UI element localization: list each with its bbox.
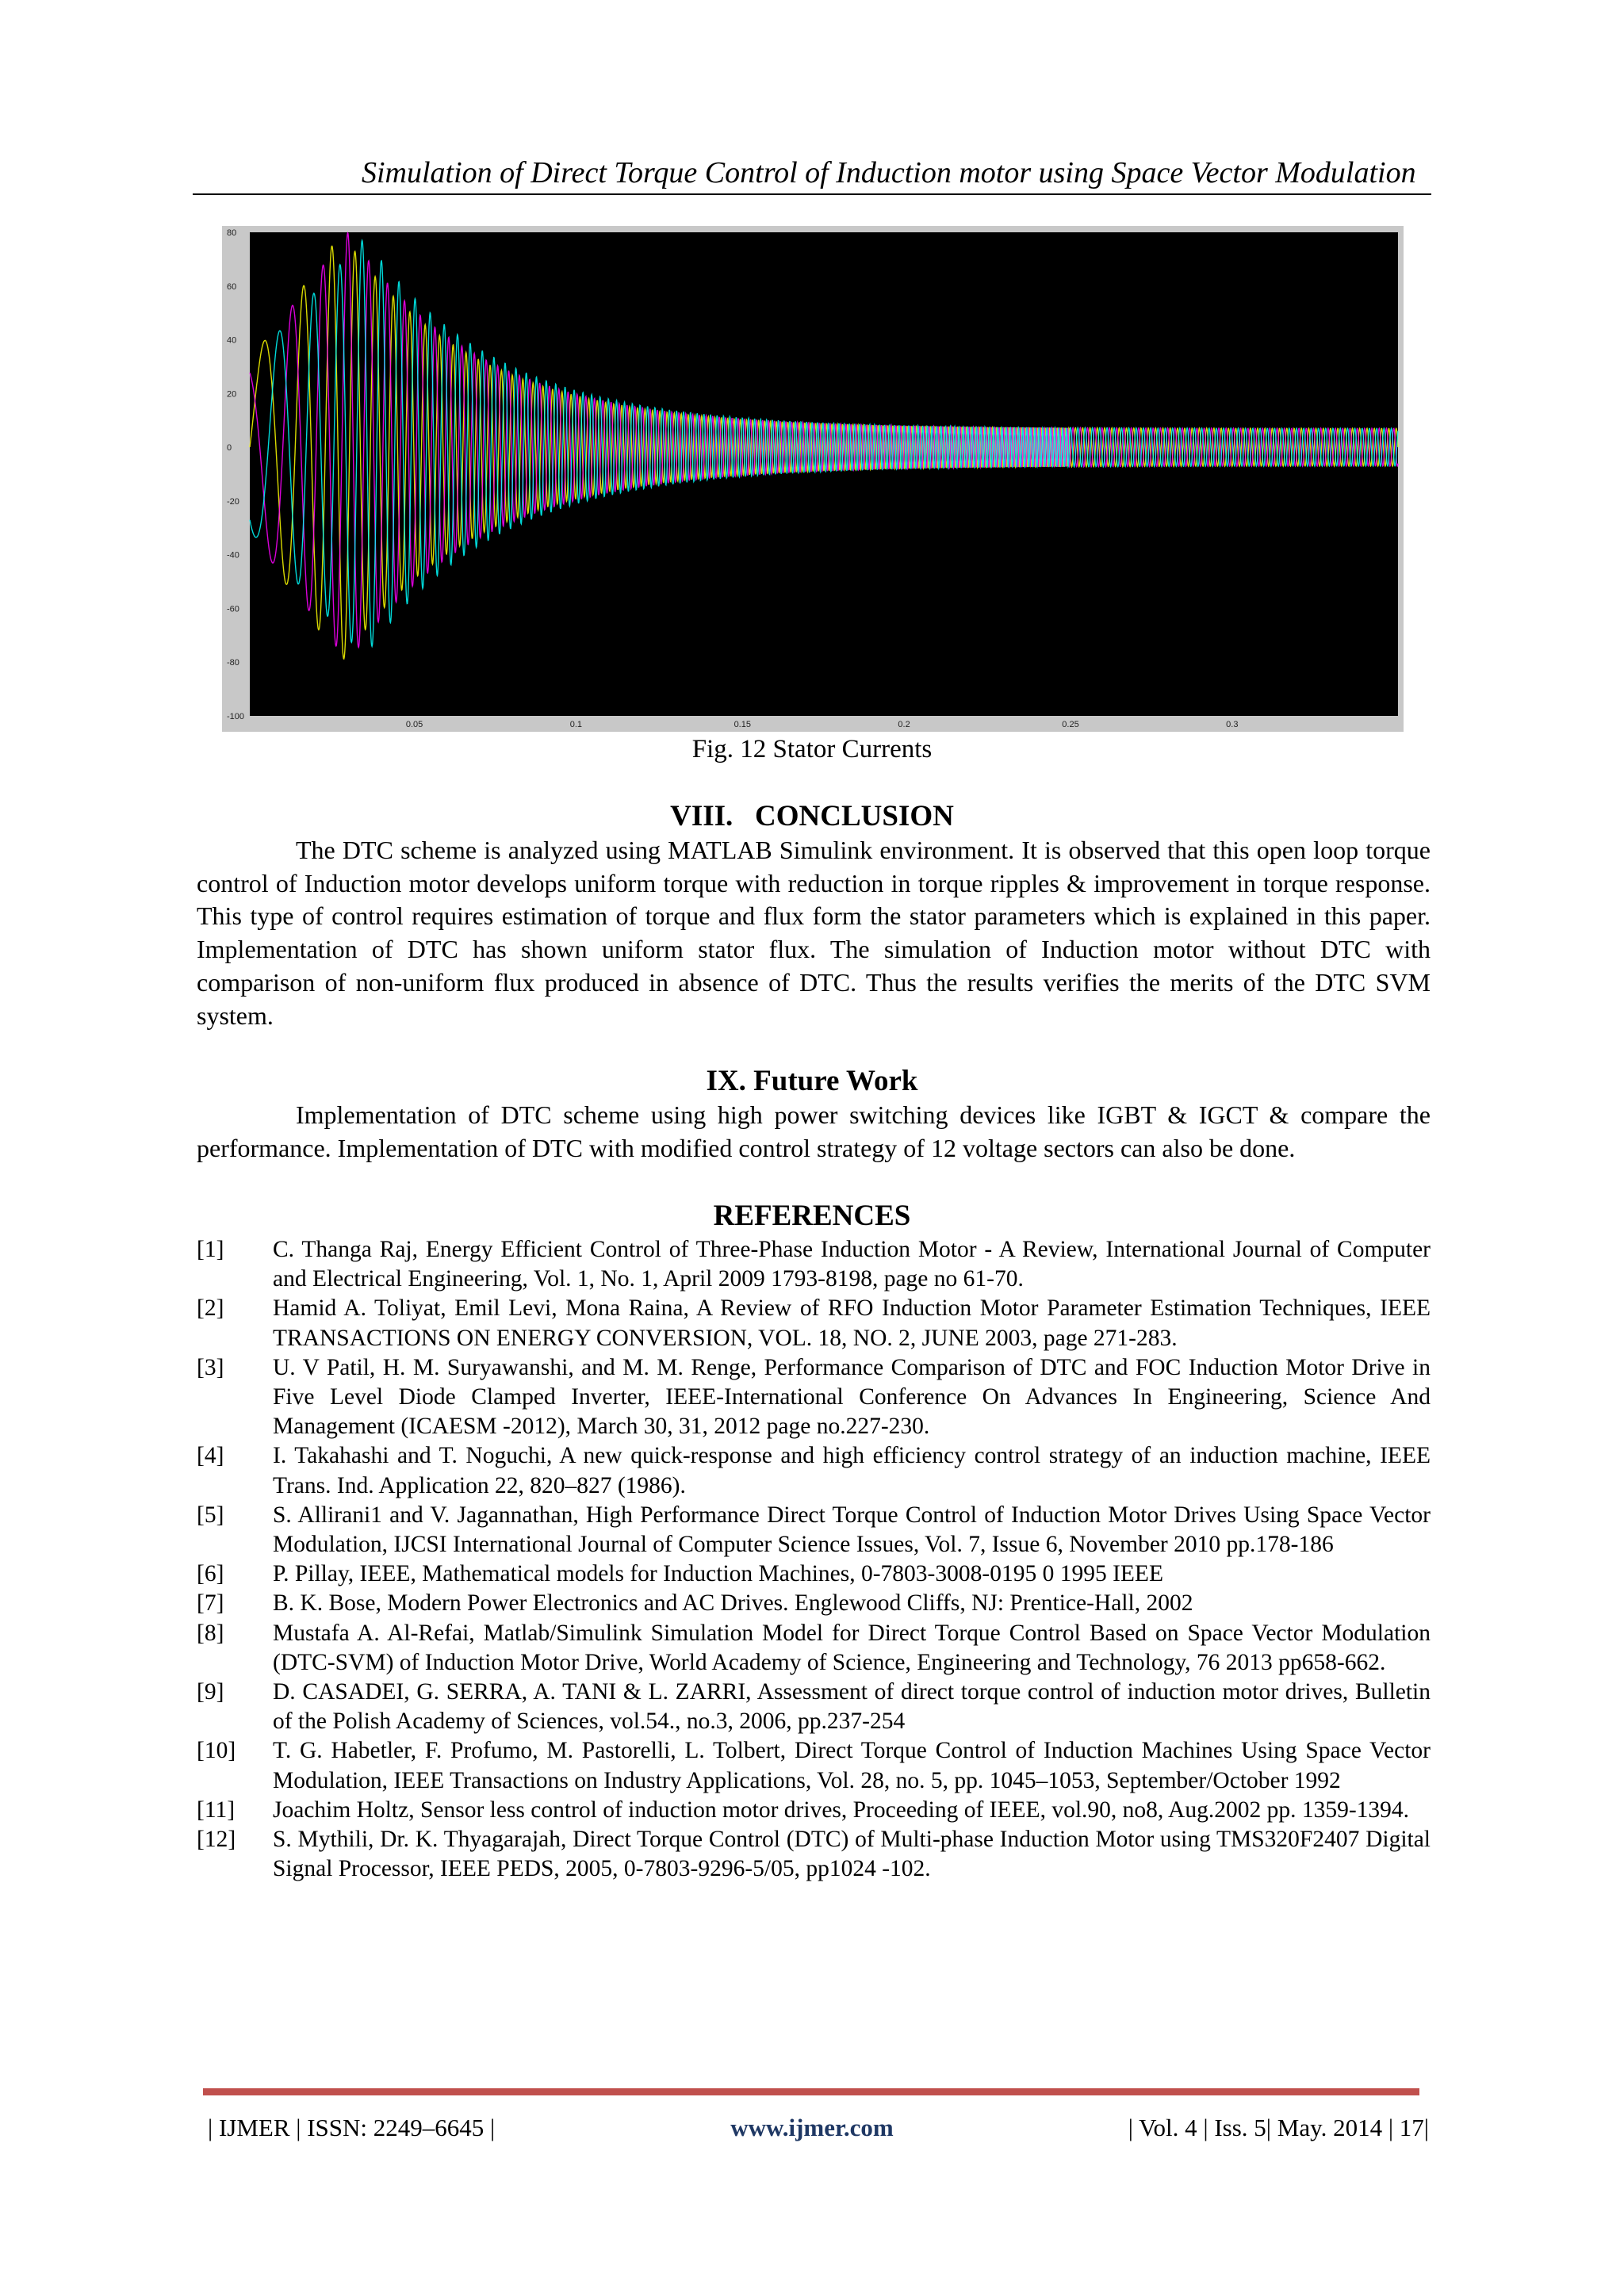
conclusion-heading-title: CONCLUSION <box>755 800 954 832</box>
reference-item <box>197 1235 1431 1294</box>
reference-item <box>197 1294 1431 1353</box>
y-tick-label: -60 <box>227 604 239 614</box>
reference-text: Hamid A. Toliyat, Emil Levi, Mona Raina, A Review of RFO Induction Motor Parameter Estimation Techniques, IEEE TRANSACTIONS ON ENERGY CONVERSION, VOL. 18, NO. 2, JUNE 2003, page 271-283. <box>273 1295 1431 1351</box>
reference-number: [9] <box>197 1679 224 1705</box>
stator-currents-chart <box>222 226 1404 732</box>
future-work-text: Implementation of DTC scheme using high power switching devices like IGBT & IGCT & compare the performance. Implementation of DTC with modified control strategy of 12 voltage sectors can also be done. <box>197 1100 1431 1162</box>
reference-text: B. K. Bose, Modern Power Electronics and AC Drives. Englewood Cliffs, NJ: Prentice-Hall, 2002 <box>273 1590 1193 1617</box>
x-tick-label: 0.25 <box>1062 720 1079 729</box>
reference-number: [4] <box>197 1443 224 1469</box>
reference-number: [10] <box>197 1738 236 1764</box>
reference-text: D. CASADEI, G. SERRA, A. TANI & L. ZARRI, Assessment of direct torque control of induction motor drives, Bulletin of the Polish Academy of Sciences, vol.54., no.3, 2006, pp.237-254 <box>273 1679 1431 1735</box>
reference-text: U. V Patil, H. M. Suryawanshi, and M. M. Renge, Performance Comparison of DTC and FOC Induction Motor Drive in Five Level Diode Clamped Inverter, IEEE-International Conference On Advances In Engineering, Science And Management (ICAESM -2012), March 30, 31, 2012 page no.227-230. <box>273 1354 1431 1440</box>
x-tick-label: 0.3 <box>1226 720 1239 729</box>
y-tick-label: -80 <box>227 658 239 668</box>
references-heading: REFERENCES <box>713 1200 911 1232</box>
reference-number: [1] <box>197 1237 224 1262</box>
reference-number: [3] <box>197 1354 224 1380</box>
reference-item <box>197 1441 1431 1500</box>
reference-text: T. G. Habetler, F. Profumo, M. Pastorelli, L. Tolbert, Direct Torque Control of Induction Machines Using Space Vector Modulation, IEEE Transactions on Industry Applications, Vol. 28, no. 5, pp. 1045–1053, September/October 1992 <box>273 1738 1431 1793</box>
x-tick-label: 0.15 <box>733 720 751 729</box>
y-tick-label: 40 <box>227 335 237 346</box>
reference-item <box>197 1678 1431 1736</box>
reference-text: S. Allirani1 and V. Jagannathan, High Performance Direct Torque Control of Induction Motor Drives Using Space Vector Modulation, IJCSI International Journal of Computer Science Issues, Vol. 7, Issue 6, November 2010 pp.178-186 <box>273 1502 1431 1558</box>
plot-area <box>250 232 1398 716</box>
reference-number: [5] <box>197 1502 224 1528</box>
reference-number: [12] <box>197 1827 236 1853</box>
reference-text: S. Mythili, Dr. K. Thyagarajah, Direct Torque Control (DTC) of Multi-phase Induction Motor using TMS320F2407 Digital Signal Processor, IEEE PEDS, 2005, 0-7803-9296-5/05, pp1024 -102. <box>273 1827 1431 1882</box>
reference-item <box>197 1825 1431 1884</box>
footer-website-link[interactable]: www.ijmer.com <box>730 2114 894 2141</box>
references-list <box>197 1235 1431 1884</box>
x-tick-label: 0.2 <box>898 720 910 729</box>
y-tick-label: 20 <box>227 389 237 400</box>
y-tick-label: -40 <box>227 550 239 561</box>
reference-text: P. Pillay, IEEE, Mathematical models for Induction Machines, 0-7803-3008-0195 0 1995 IEEE <box>273 1561 1163 1587</box>
x-tick-label: 0.05 <box>405 720 423 729</box>
y-tick-label: 80 <box>227 228 237 238</box>
header-rule <box>193 193 1431 195</box>
reference-item <box>197 1501 1431 1559</box>
reference-number: [2] <box>197 1295 224 1322</box>
future-work-paragraph <box>197 1099 1431 1165</box>
y-tick-label: -100 <box>227 712 245 721</box>
reference-text: C. Thanga Raj, Energy Efficient Control of Three-Phase Induction Motor - A Review, International Journal of Computer and Electrical Engineering, Vol. 1, No. 1, April 2009 1793-8198, page no 61-70. <box>273 1237 1431 1292</box>
footer-journal-info: | IJMER | ISSN: 2249–6645 | <box>208 2114 496 2141</box>
footer-rule <box>203 2088 1419 2095</box>
x-tick-label: 0.1 <box>569 720 583 729</box>
y-tick-label: -20 <box>227 496 239 507</box>
reference-text: I. Takahashi and T. Noguchi, A new quick-response and high efficiency control strategy of an induction machine, IEEE Trans. Ind. Application 22, 820–827 (1986). <box>273 1443 1431 1498</box>
running-head: Simulation of Direct Torque Control of Induction motor using Space Vector Modulation <box>362 156 1416 189</box>
reference-number: [7] <box>197 1590 224 1617</box>
reference-item <box>197 1736 1431 1795</box>
figure-12-plot <box>222 226 1404 732</box>
reference-text: Mustafa A. Al-Refai, Matlab/Simulink Simulation Model for Direct Torque Control Based on Space Vector Modulation (DTC-SVM) of Induction Motor Drive, World Academy of Science, Engineering and Technology, 76 2013 pp658-662. <box>273 1620 1431 1675</box>
reference-number: [11] <box>197 1797 236 1823</box>
conclusion-text: The DTC scheme is analyzed using MATLAB Simulink environment. It is observed that this open loop torque control of Induction motor develops uniform torque with reduction in torque ripples & improvement in torque response. This type of control requires estimation of torque and flux form the stator parameters which is explained in this paper. Implementation of DTC has shown uniform stator flux. The simulation of Induction motor without DTC with comparison of non-uniform flux produced in absence of DTC. Thus the results verifies the merits of the DTC SVM system. <box>197 836 1431 1030</box>
y-tick-label: 0 <box>227 443 232 453</box>
reference-number: [6] <box>197 1561 224 1587</box>
conclusion-heading <box>0 799 1624 833</box>
conclusion-heading-number: VIII. <box>670 800 733 832</box>
reference-item <box>197 1589 1431 1618</box>
reference-item <box>197 1353 1431 1442</box>
reference-text: Joachim Holtz, Sensor less control of induction motor drives, Proceeding of IEEE, vol.90, no8, Aug.2002 pp. 1359-1394. <box>273 1797 1410 1823</box>
reference-item <box>197 1559 1431 1589</box>
future-work-heading: IX. Future Work <box>706 1065 918 1097</box>
figure-caption: Fig. 12 Stator Currents <box>691 735 933 763</box>
reference-item <box>197 1796 1431 1825</box>
conclusion-paragraph <box>197 834 1431 1032</box>
y-tick-label: 60 <box>227 281 237 292</box>
footer-volume-info: | Vol. 4 | Iss. 5| May. 2014 | 17| <box>1128 2114 1429 2141</box>
reference-item <box>197 1619 1431 1678</box>
reference-number: [8] <box>197 1620 224 1646</box>
